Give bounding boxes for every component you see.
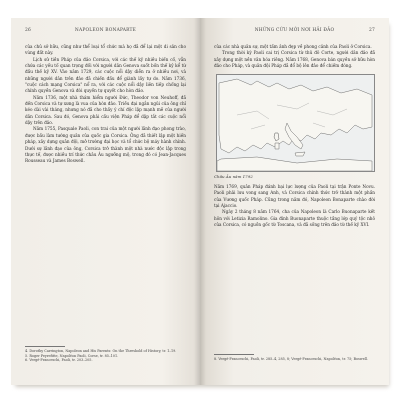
- europe-map: [216, 74, 375, 172]
- right-page: [200, 18, 389, 385]
- left-running-title: NAPOLEON BONAPARTE: [74, 28, 137, 33]
- open-book: [11, 18, 389, 385]
- left-page: [11, 18, 200, 385]
- footnote: 4. Dorothy Carrington, Napoleon and His Parents: On the Threshold of History, tr. 1–19.: [25, 349, 177, 353]
- left-page-number: 26: [25, 28, 31, 33]
- map-caption: Châu Âu năm 1792: [214, 174, 253, 179]
- europe-map-drawing: [217, 75, 374, 171]
- map-sicily: [295, 152, 305, 156]
- right-running-title: NHỮNG CỨU MỚI NƠI HẢI ĐẢO: [254, 28, 335, 33]
- book-gutter: [194, 18, 206, 385]
- left-paragraph: Năm 1755, Pasquale Paoli, con trai của một người lãnh đạo phong trào, được bầu làm tướng quân của quốc gia Corsica. Ông đã thiết lập một hiến pháp, xây dựng quân đội, mở trường đại học và tổ chức bộ máy hành chính. Dưới sự lãnh đạo của ông, Corsica trở thành một nhà nước độc lập trong thực tế, được nhiều trí thức châu Âu ngưỡng mộ, trong đó có Jean-Jacques Rousseau và James Boswell.: [25, 126, 186, 164]
- left-paragraph: Lịch sử tiền Pháp của đảo Corsica, với các thế kỷ nhiều biến cố, vẫn chứa các yếu tố quan trọng đối với người dân Genova suốt bốn thế kỷ kể từ đầu thế kỷ XV. Vào năm 1729, các cuộc nổi dậy diễn ra ở nhiều nơi, và những người dân trên đảo đã chiến đấu để giành lấy tự do. Năm 1736, "cuộc cách mạng Corsica" nổ ra, với các cuộc nổi dậy liên tiếp chống lại chính quyền Genova và đòi quyền tự quyết cho hòn đảo.: [25, 56, 186, 94]
- right-page-header: [214, 28, 375, 36]
- footnote: 5. Roger Peyrefitte, Napoléon Paoli, Corse, tr. 85–101.: [25, 353, 119, 358]
- footnote: 8. Vergé-Franceschi, Paoli, tr. 285–4, 285, 8; Vergé-Franceschi, Napoléon, tr. 75; Boswell.: [214, 357, 368, 361]
- left-footnotes: [25, 349, 186, 363]
- right-footnote-rule: [214, 354, 254, 355]
- left-footnote-rule: [25, 346, 65, 347]
- right-paragraph: của các nhà quân sự, một tấm ảnh đẹp về phong cảnh của Paoli ở Corsica.: [214, 44, 372, 49]
- right-page-top-body: [214, 44, 375, 69]
- right-page-number: 27: [369, 28, 375, 33]
- right-footnotes: [214, 357, 375, 362]
- left-page-header: [25, 28, 186, 36]
- right-paragraph: Trong thời kỳ Paoli cai trị Corsica từ thủ đô Corte, người dân đảo đã xây dựng một nền văn hóa riêng. Năm 1768, Genova bán quyền sở hữu hòn đảo cho Pháp, và quân đội Pháp đã đổ bộ lên đảo để chiếm đóng.: [214, 50, 375, 69]
- right-page-bottom-body: [214, 184, 375, 228]
- right-paragraph: Năm 1769, quân Pháp đánh bại lực lượng của Paoli tại trận Ponte Novu. Paoli phải lưu vong sang Anh, và Corsica chính thức trở thành một phần của Vương quốc Pháp. Cũng trong năm đó, Napoleon Bonaparte chào đời tại Ajaccio.: [214, 184, 375, 209]
- left-paragraph: của chủ sở hữu, cũng như thể loại tổ chức mà họ đã để lại một di sản cho vùng đất này.: [25, 44, 186, 56]
- right-paragraph: Ngày 2 tháng 8 năm 1764, cha của Napoleon là Carlo Buonaparte kết hôn với Letizia Ramolino. Gia đình Buonaparte thuộc tầng lớp quý tộc nhỏ của Corsica, có nguồn gốc từ Toscana, và đã sống trên đảo từ thế kỷ XVI.: [214, 209, 375, 228]
- left-page-body: [25, 44, 186, 165]
- footnote: 6. Vergé-Franceschi, Paoli, tr. 203–205.: [25, 358, 93, 363]
- map-sardinia: [275, 143, 279, 149]
- left-paragraph: Năm 1736, một nhà thám hiểm người Đức, Theodor von Neuhoff, đã đến Corsica và tự xưng là vua của hòn đảo. Triều đại ngắn ngủi của ông chỉ kéo dài vài tháng, nhưng nó đã cho thấy ý chí độc lập mạnh mẽ của người dân Corsica. Sau đó, Genova phải cầu viện Pháp để dập tắt các cuộc nổi dậy trên đảo.: [25, 94, 186, 126]
